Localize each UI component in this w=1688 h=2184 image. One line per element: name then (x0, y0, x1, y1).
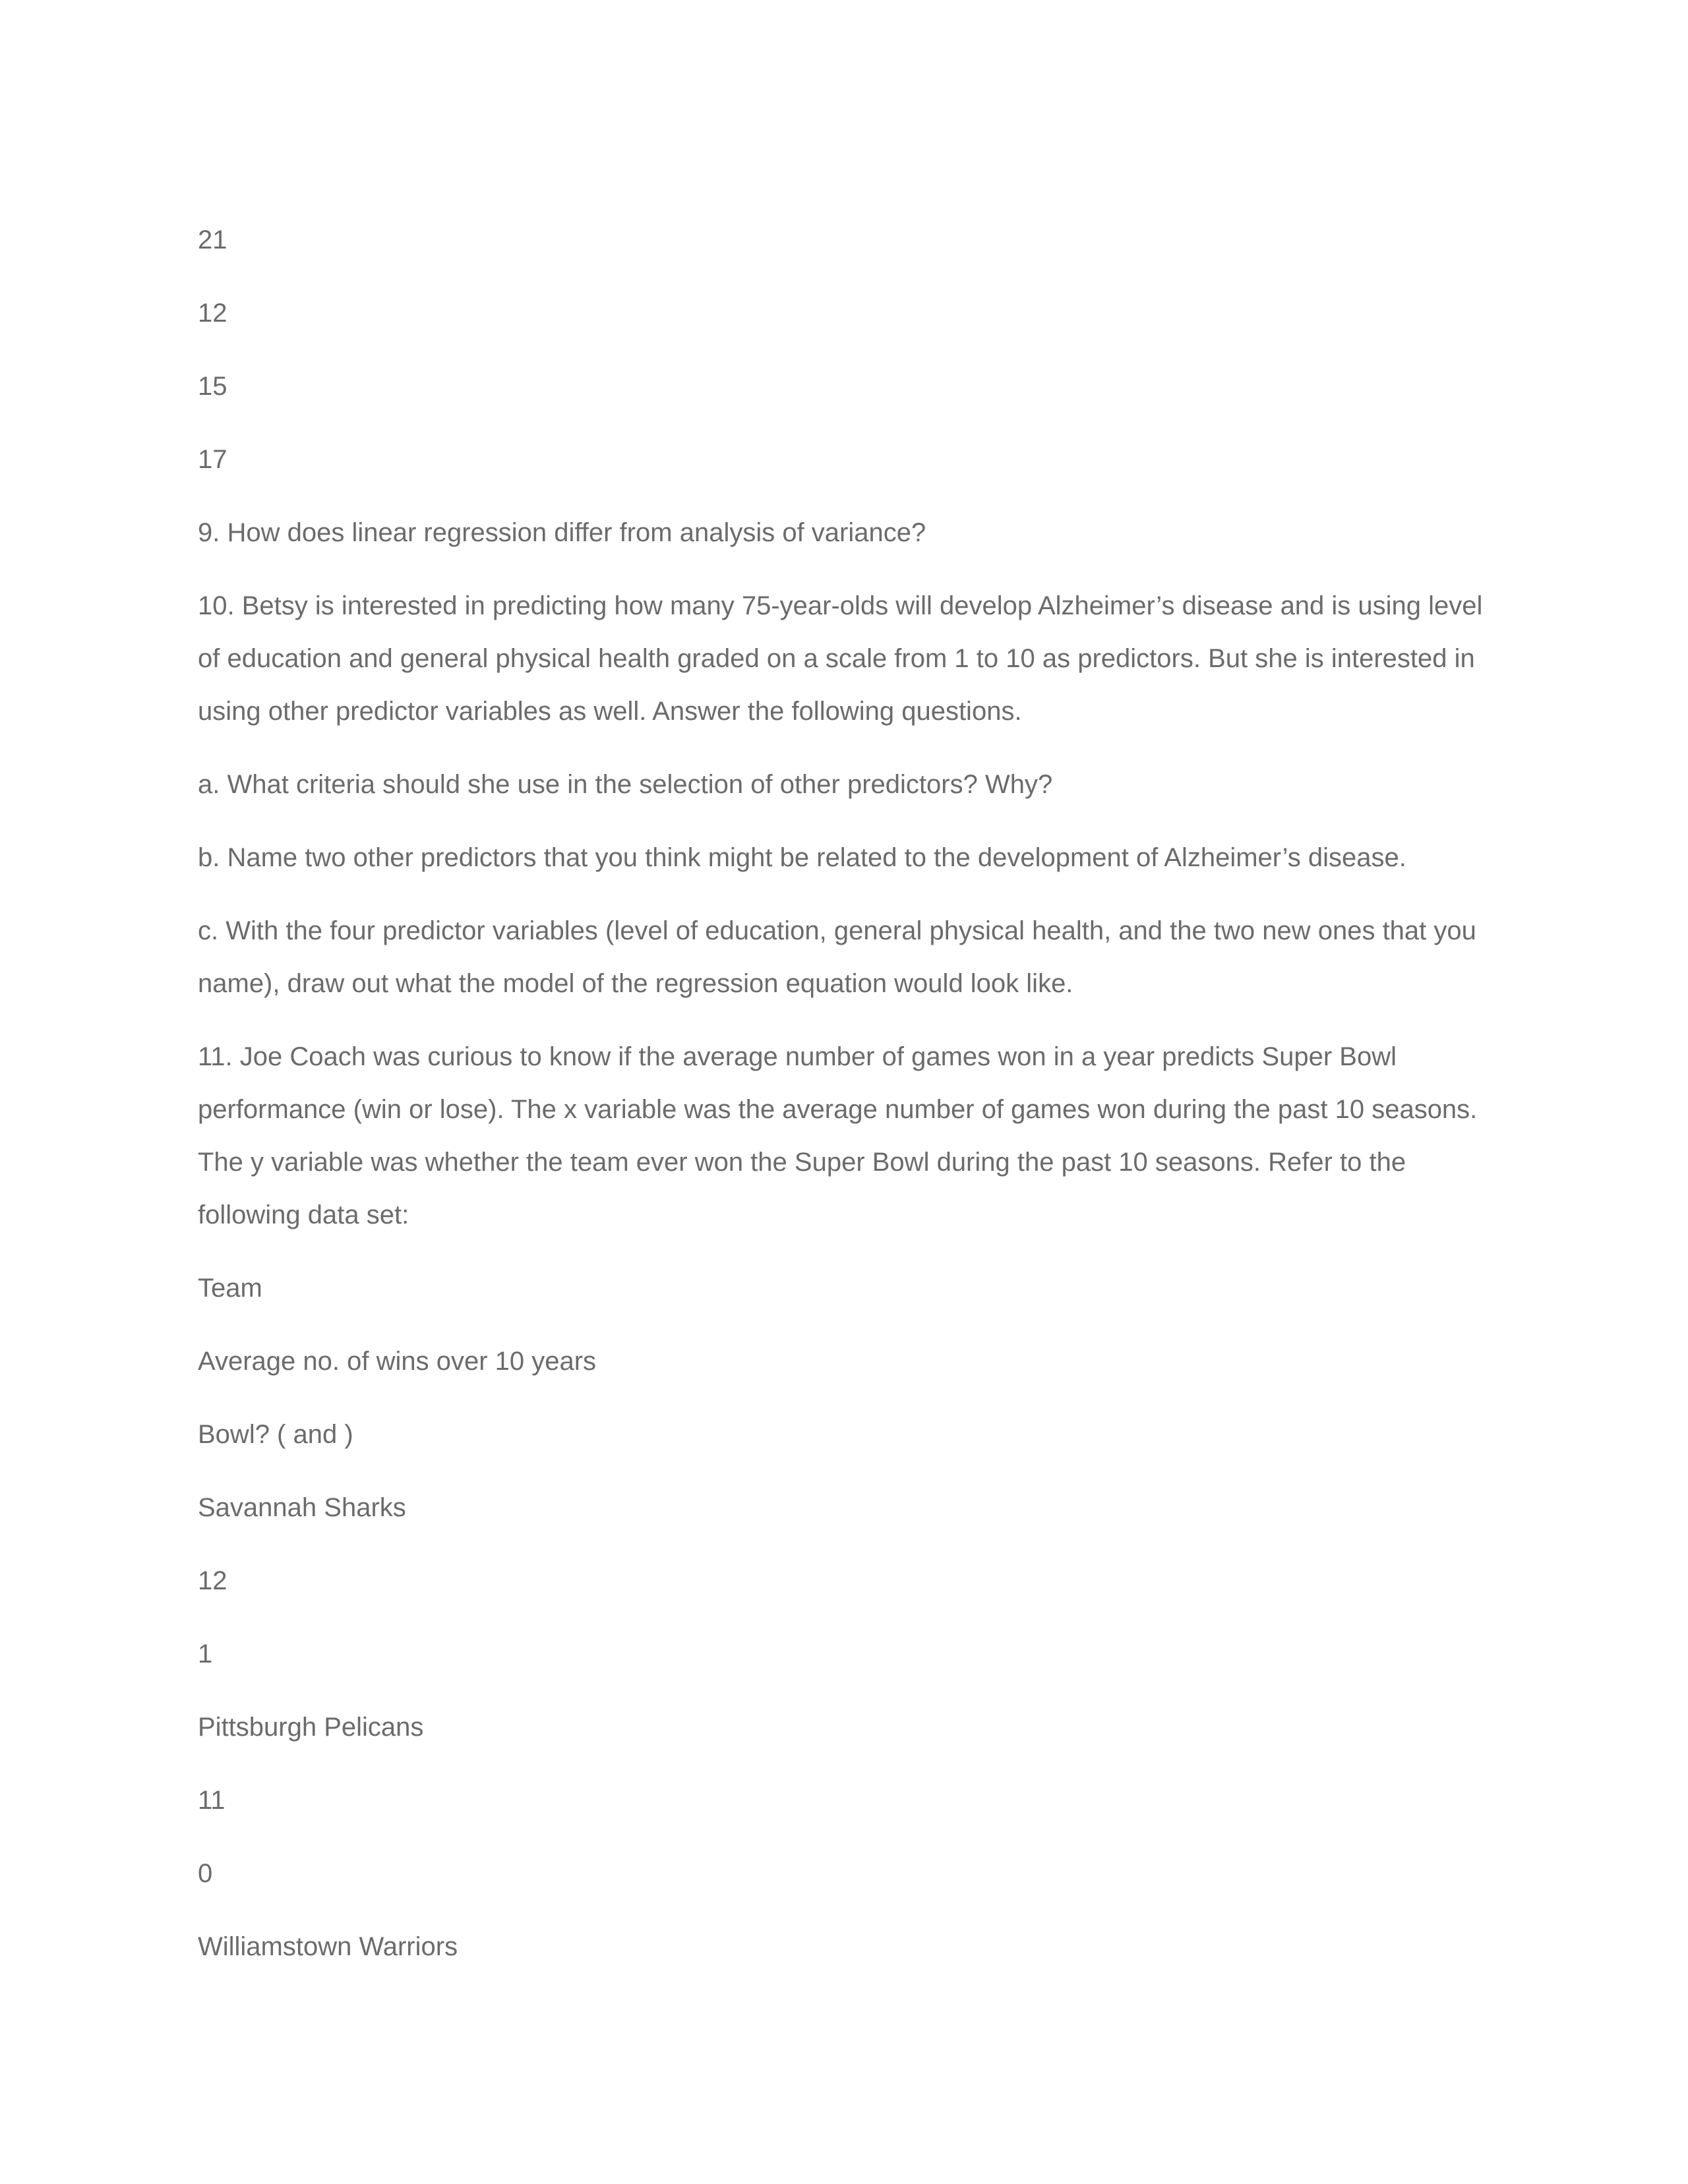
question-10c: c. With the four predictor variables (level of education, general physical health, and the two new ones that you name), draw out what the model of the regression equation would look like. (198, 916, 1476, 998)
table-header-average-wins: Average no. of wins over 10 years (198, 1347, 597, 1376)
table-header-bowl: Bowl? ( and ) (198, 1420, 353, 1449)
question-10b: b. Name two other predictors that you think might be related to the development of Alzheimer’s disease. (198, 843, 1406, 872)
question-9: 9. How does linear regression differ from analysis of variance? (198, 518, 926, 547)
team-name: Savannah Sharks (198, 1493, 406, 1522)
team-bowl-result: 0 (198, 1859, 213, 1888)
list-value: 17 (198, 445, 227, 474)
list-value: 12 (198, 299, 227, 328)
table-header-team: Team (198, 1274, 262, 1303)
question-10a: a. What criteria should she use in the selection of other predictors? Why? (198, 770, 1053, 799)
team-name: Pittsburgh Pelicans (198, 1713, 424, 1742)
question-10: 10. Betsy is interested in predicting how many 75-year-olds will develop Alzheimer’s disease and is using level of education and general physical health graded on a scale from 1 to 10 as predictors. But she is interested in using other predictor variables as well. Answer the following questions. (198, 591, 1483, 726)
team-average-wins: 12 (198, 1566, 227, 1595)
question-11: 11. Joe Coach was curious to know if the average number of games won in a year predicts Super Bowl performance (win or lose). The x variable was the average number of games won during the past 10 seasons. The y variable was whether the team ever won the Super Bowl during the past 10 seasons. Refer to the following data set: (198, 1042, 1478, 1229)
team-average-wins: 11 (198, 1786, 226, 1815)
team-bowl-result: 1 (198, 1639, 213, 1668)
list-value: 21 (198, 225, 227, 254)
list-value: 15 (198, 372, 227, 401)
document-body (198, 214, 1490, 1993)
team-name: Williamstown Warriors (198, 1932, 458, 1961)
